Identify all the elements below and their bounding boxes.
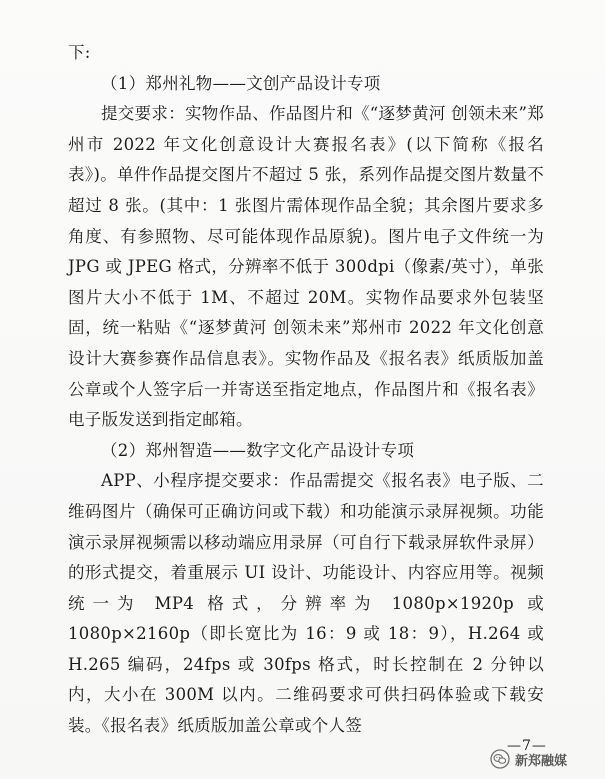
- document-body: [68, 38, 544, 742]
- paragraph-continuation: 下:: [68, 43, 91, 62]
- wechat-icon: [490, 749, 510, 769]
- section-heading-zhengzhou-smart: （2）郑州智造——数字文化产品设计专项: [101, 440, 415, 460]
- watermark: [490, 748, 567, 770]
- paragraph-submission-requirements-app: APP、小程序提交要求：作品需提交《报名表》电子版、二维码图片（确保可正确访问或下载）和功能演示录屏视频。功能演示录屏视频需以移动端应用录屏（可自行下载录屏软件录屏）的形式提交，着重展示 UI 设计、功能设计、内容应用等。视频统一为 MP4 格式，分辨率为 1080p×1920p 或 1080p×2160p（即长宽比为 16：9 或 18：9），H.264 或 H.265 编码，24fps 或 30fps 格式，时长控制在 2 分钟以内，大小在 300M 以内。二维码要求可供扫码体验或下载安装。《报名表》纸质版加盖公章或个人签: [68, 471, 544, 736]
- page-number: —7—: [507, 738, 547, 754]
- paragraph-submission-requirements-gift: 提交要求：实物作品、作品图片和《“逐梦黄河 创领未来”郑州市 2022 年文化创意设计大赛报名表》(以下简称《报名表》)。单件作品提交图片不超过 5 张，系列作品提交图片数量不超过 8 张。(其中：1 张图片需体现作品全貌；其余图片要求多角度、有参照物、尽可能体现作品原貌)。图片电子文件统一为 JPG 或 JPEG 格式，分辨率不低于 300dpi（像素/英寸），单张图片大小不低于 1M、不超过 20M。实物作品要求外包装坚固，统一粘贴《“逐梦黄河 创领未来”郑州市 2022 年文化创意设计大赛参赛作品信息表》。实物作品及《报名表》纸质版加盖公章或个人签字后一并寄送至指定地点，作品图片和《报名表》电子版发送到指定邮箱。: [68, 104, 545, 430]
- watermark-label: 新郑融媒: [515, 752, 568, 768]
- section-heading-zhengzhou-gift: （1）郑州礼物——文创产品设计专项: [101, 73, 381, 93]
